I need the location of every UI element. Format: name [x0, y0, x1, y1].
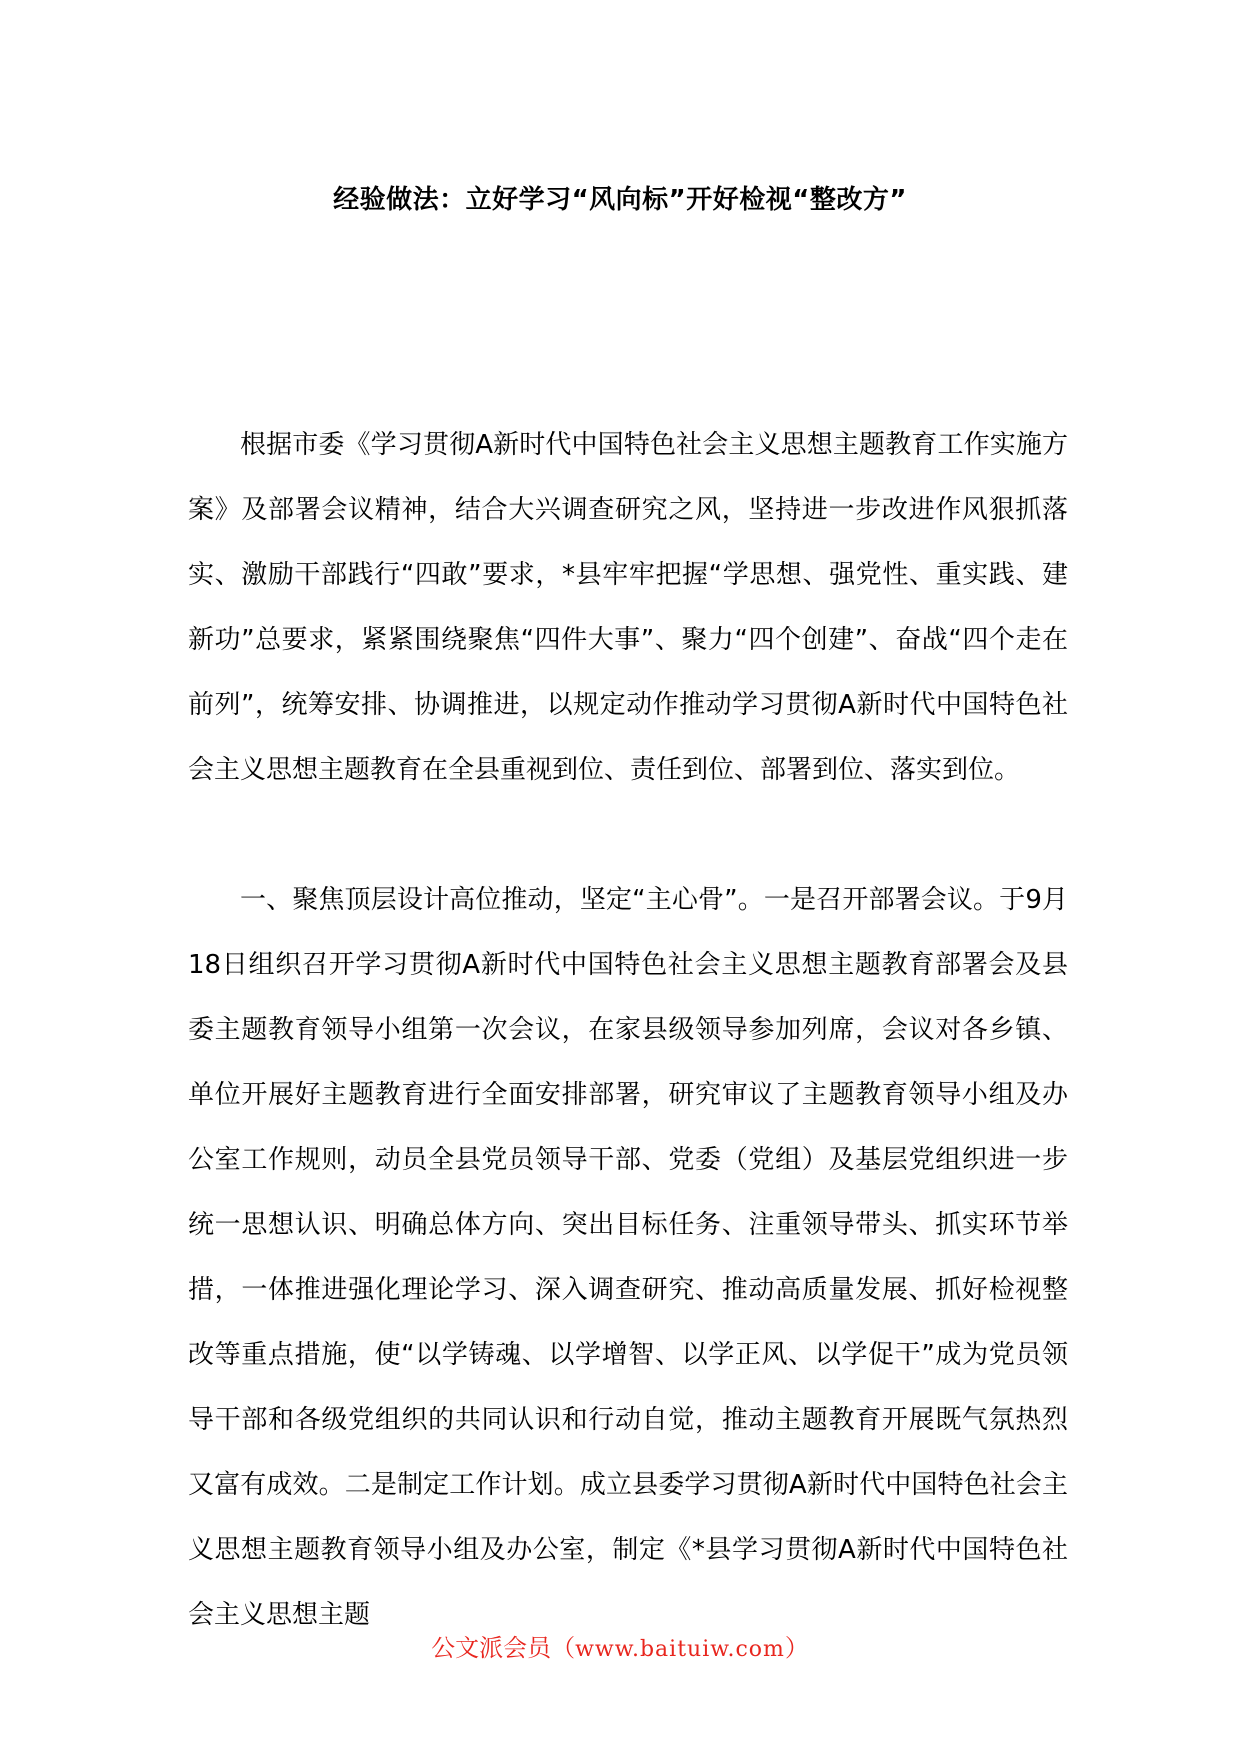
footer-label: 公文派会员（ — [431, 1634, 576, 1662]
paragraph-text: 一、聚焦顶层设计高位推动，坚定“主心骨”。一是召开部署会议。于9月18日组织召开学习贯彻A新时代中国特色社会主义思想主题教育部署会及县委主题教育领导小组第一次会议，在家县级领导参加列席，会议对各乡镇、单位开展好主题教育进行全面安排部署，研究审议了主题教育领导小组及办公室工作规则，动员全县党员领导干部、党委（党组）及基层党组织进一步统一思想认识、明确总体方向、突出目标任务、注重领导带头、抓实环节举措，一体推进强化理论学习、深入调查研究、推动高质量发展、抓好检视整改等重点措施，使“以学铸魂、以学增智、以学正风、以学促干”成为党员领导干部和各级党组织的共同认识和行动自觉，推动主题教育开展既气氛热烈又富有成效。二是制定工作计划。成立县委学习贯彻A新时代中国特色社会主义思想主题教育领导小组及办公室，制定《*县学习贯彻A新时代中国特色社会主义思想主题 — [188, 885, 1068, 1630]
paragraph-text: 根据市委《学习贯彻A新时代中国特色社会主义思想主题教育工作实施方案》及部署会议精神，结合大兴调查研究之风，坚持进一步改进作风狠抓落实、激励干部践行“四敢”要求，*县牢牢把握“学思想、强党性、重实践、建新功”总要求，紧紧围绕聚焦“四件大事”、聚力“四个创建”、奋战“四个走在前列”，统筹安排、协调推进，以规定动作推动学习贯彻A新时代中国特色社会主义思想主题教育在全县重视到位、责任到位、部署到位、落实到位。 — [188, 430, 1068, 785]
footer-watermark — [0, 1630, 1240, 1668]
document-title: 经验做法：立好学习“风向标”开好检视“整改方” — [333, 185, 907, 215]
paragraph-intro — [188, 413, 1068, 803]
footer-url-link[interactable]: www.baituiw.com — [575, 1637, 785, 1662]
footer-close: ） — [784, 1634, 809, 1662]
paragraph-section-one — [188, 868, 1068, 1648]
